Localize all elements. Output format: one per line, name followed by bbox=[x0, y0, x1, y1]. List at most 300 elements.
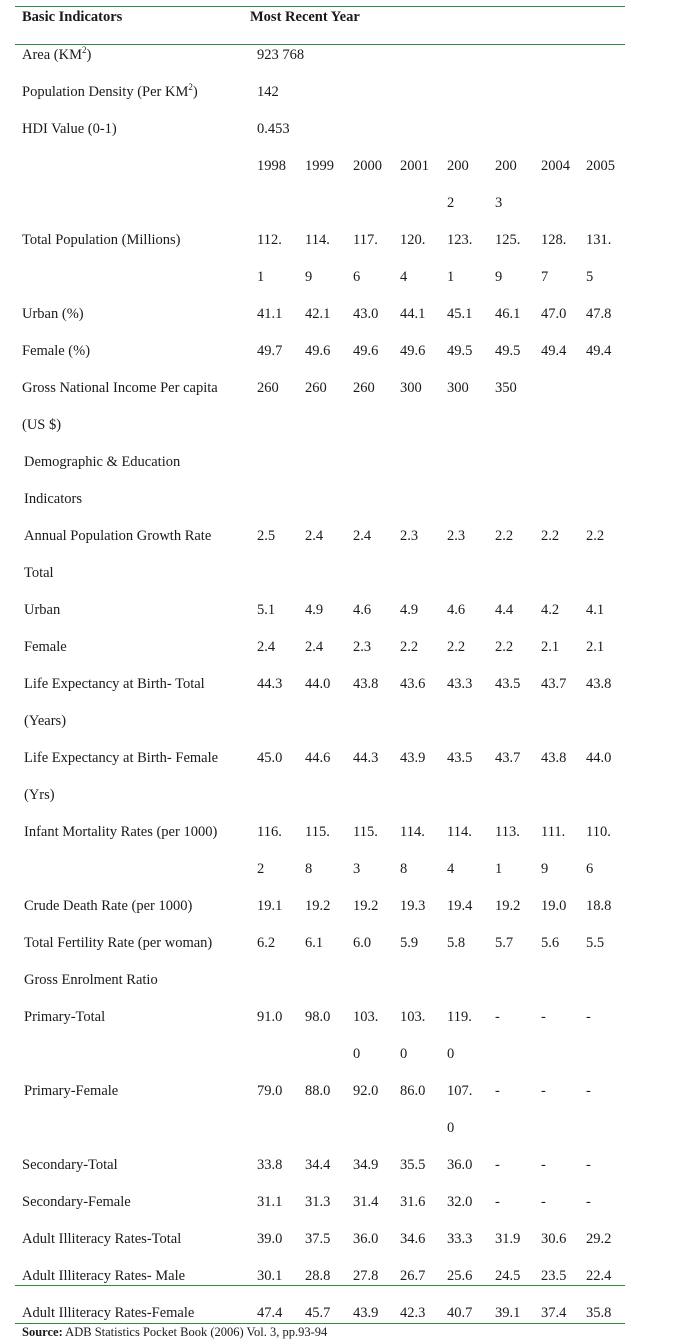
row-label bbox=[15, 444, 250, 518]
cell-line: Secondary-Total bbox=[22, 1157, 118, 1173]
cell-line: Life Expectancy at Birth- Female bbox=[24, 750, 219, 766]
value-cell bbox=[488, 888, 534, 925]
year-cell bbox=[440, 148, 488, 222]
cell-line: 4.6 bbox=[447, 602, 466, 618]
value-cell bbox=[534, 1295, 579, 1332]
cell-line: 33.8 bbox=[257, 1157, 283, 1173]
cell-line: 110. bbox=[586, 824, 611, 840]
value-cell bbox=[488, 740, 534, 814]
cell-line: 31.1 bbox=[257, 1194, 283, 1210]
value-cell bbox=[534, 962, 579, 999]
basic-label bbox=[15, 37, 250, 74]
cell-line: Total bbox=[24, 565, 54, 581]
value-cell bbox=[393, 1221, 440, 1258]
cell-line: 49.4 bbox=[586, 343, 612, 359]
cell-line: 2.2 bbox=[586, 528, 605, 544]
cell-line: 44.0 bbox=[586, 750, 612, 766]
cell-line: (Yrs) bbox=[24, 787, 55, 803]
source-label: Source: bbox=[22, 1325, 63, 1339]
value-cell bbox=[534, 370, 579, 444]
cell-line: 26.7 bbox=[400, 1268, 426, 1284]
cell-line: 1 bbox=[447, 269, 455, 285]
cell-line: 49.6 bbox=[353, 343, 379, 359]
table-row bbox=[15, 296, 625, 333]
cell-line: 33.3 bbox=[447, 1231, 473, 1247]
value-cell bbox=[488, 592, 534, 629]
cell-line: - bbox=[495, 1157, 500, 1173]
value-cell bbox=[440, 999, 488, 1073]
cell-line: 115. bbox=[353, 824, 378, 840]
row-label bbox=[15, 629, 250, 666]
cell-line: 2.2 bbox=[495, 639, 514, 655]
value-cell bbox=[440, 1295, 488, 1332]
value-cell bbox=[579, 888, 625, 925]
cell-line: Crude Death Rate (per 1000) bbox=[24, 898, 193, 914]
cell-line: 2.5 bbox=[257, 528, 276, 544]
cell-line: 42.1 bbox=[305, 306, 331, 322]
cell-line: 45.1 bbox=[447, 306, 473, 322]
year-cell bbox=[298, 148, 346, 222]
basic-row bbox=[15, 111, 625, 148]
cell-line: - bbox=[541, 1194, 546, 1210]
cell-line: 4.9 bbox=[400, 602, 419, 618]
cell-line: Gross Enrolment Ratio bbox=[24, 972, 158, 988]
value-cell bbox=[393, 222, 440, 296]
value-cell bbox=[579, 370, 625, 444]
row-label bbox=[15, 814, 250, 888]
value-cell bbox=[393, 666, 440, 740]
cell-line: Female bbox=[24, 639, 67, 655]
cell-line: 128. bbox=[541, 232, 567, 248]
cell-line: 4 bbox=[400, 269, 408, 285]
cell-line: Infant Mortality Rates (per 1000) bbox=[24, 824, 218, 840]
value-cell bbox=[534, 999, 579, 1073]
value-cell bbox=[250, 814, 298, 888]
cell-line: 42.3 bbox=[400, 1305, 426, 1321]
table-row bbox=[15, 1147, 625, 1184]
row-label bbox=[15, 1073, 250, 1147]
value-cell bbox=[534, 296, 579, 333]
cell-line: 19.4 bbox=[447, 898, 473, 914]
cell-line: 91.0 bbox=[257, 1009, 283, 1025]
cell-line: 6.2 bbox=[257, 935, 276, 951]
basic-label bbox=[15, 111, 250, 148]
table-row bbox=[15, 925, 625, 962]
value-cell bbox=[488, 1184, 534, 1221]
row-label bbox=[15, 592, 250, 629]
row-label bbox=[15, 1147, 250, 1184]
cell-line: 43.7 bbox=[541, 676, 567, 692]
cell-line: 300 bbox=[400, 380, 422, 396]
cell-line: 34.6 bbox=[400, 1231, 426, 1247]
value-cell bbox=[250, 888, 298, 925]
value-cell bbox=[250, 1184, 298, 1221]
value-cell bbox=[346, 1221, 393, 1258]
value-cell bbox=[579, 444, 625, 518]
cell-line: 47.0 bbox=[541, 306, 567, 322]
value-cell bbox=[534, 1147, 579, 1184]
cell-line: 19.3 bbox=[400, 898, 426, 914]
value-cell bbox=[534, 666, 579, 740]
year-cell bbox=[488, 148, 534, 222]
cell-line: 2.1 bbox=[541, 639, 560, 655]
basic-label bbox=[15, 74, 250, 111]
cell-line: 41.1 bbox=[257, 306, 283, 322]
basic-label-end: ) bbox=[192, 84, 198, 100]
value-cell bbox=[579, 1073, 625, 1147]
cell-line: 44.3 bbox=[353, 750, 379, 766]
value-cell bbox=[298, 1073, 346, 1147]
value-cell bbox=[440, 1184, 488, 1221]
value-cell bbox=[250, 1221, 298, 1258]
table-row bbox=[15, 666, 625, 740]
value-cell bbox=[440, 814, 488, 888]
cell-line: - bbox=[541, 1009, 546, 1025]
cell-line: (US $) bbox=[22, 417, 62, 433]
cell-line: 43.0 bbox=[353, 306, 379, 322]
cell-line: - bbox=[586, 1009, 591, 1025]
cell-line: 44.1 bbox=[400, 306, 426, 322]
cell-line: 2001 bbox=[400, 158, 429, 174]
value-cell bbox=[440, 296, 488, 333]
value-cell bbox=[346, 666, 393, 740]
cell-line: 35.5 bbox=[400, 1157, 426, 1173]
value-cell bbox=[534, 629, 579, 666]
cell-line: 43.5 bbox=[447, 750, 473, 766]
value-cell bbox=[579, 592, 625, 629]
year-cell bbox=[250, 148, 298, 222]
basic-label-text: Area (KM bbox=[22, 47, 82, 63]
cell-line: 2.3 bbox=[447, 528, 466, 544]
value-cell bbox=[250, 1258, 298, 1295]
header-indicator: Basic Indicators bbox=[22, 9, 123, 25]
value-cell bbox=[534, 1221, 579, 1258]
value-cell bbox=[346, 370, 393, 444]
cell-line: 300 bbox=[447, 380, 469, 396]
value-cell bbox=[346, 222, 393, 296]
indicators-table bbox=[15, 0, 625, 1332]
cell-line: 9 bbox=[495, 269, 503, 285]
cell-line: 79.0 bbox=[257, 1083, 283, 1099]
value-cell bbox=[440, 222, 488, 296]
cell-line: 5.6 bbox=[541, 935, 560, 951]
table-row bbox=[15, 444, 625, 518]
cell-line: 43.9 bbox=[353, 1305, 379, 1321]
cell-line: 46.1 bbox=[495, 306, 521, 322]
cell-line: 47.8 bbox=[586, 306, 612, 322]
value-cell bbox=[579, 333, 625, 370]
row-label bbox=[15, 296, 250, 333]
cell-line: Total Population (Millions) bbox=[22, 232, 181, 248]
row-label bbox=[15, 740, 250, 814]
value-cell bbox=[579, 1295, 625, 1332]
cell-line: 3 bbox=[353, 861, 361, 877]
value-cell bbox=[298, 370, 346, 444]
basic-label-sup: 2 bbox=[188, 82, 193, 93]
cell-line: 1 bbox=[257, 269, 265, 285]
value-cell bbox=[488, 666, 534, 740]
cell-line: 49.4 bbox=[541, 343, 567, 359]
value-cell bbox=[534, 925, 579, 962]
value-cell bbox=[346, 740, 393, 814]
cell-line: - bbox=[541, 1157, 546, 1173]
value-cell bbox=[346, 333, 393, 370]
cell-line: 6 bbox=[586, 861, 594, 877]
cell-line: - bbox=[586, 1157, 591, 1173]
cell-line: Life Expectancy at Birth- Total bbox=[24, 676, 205, 692]
cell-line: - bbox=[541, 1083, 546, 1099]
cell-line: Demographic & Education bbox=[24, 454, 181, 470]
cell-line: 131. bbox=[586, 232, 612, 248]
cell-line: 113. bbox=[495, 824, 520, 840]
value-cell bbox=[440, 740, 488, 814]
cell-line: 5.8 bbox=[447, 935, 466, 951]
year-cell bbox=[393, 148, 440, 222]
row-label bbox=[15, 333, 250, 370]
cell-line: 29.2 bbox=[586, 1231, 612, 1247]
row-label bbox=[15, 1221, 250, 1258]
cell-line: 2 bbox=[257, 861, 265, 877]
value-cell bbox=[393, 1073, 440, 1147]
value-cell bbox=[534, 518, 579, 592]
cell-line: 2.3 bbox=[400, 528, 419, 544]
value-cell bbox=[298, 1258, 346, 1295]
cell-line: 114. bbox=[400, 824, 425, 840]
cell-line: 44.3 bbox=[257, 676, 283, 692]
value-cell bbox=[393, 1147, 440, 1184]
cell-line: Adult Illiteracy Rates-Female bbox=[22, 1305, 195, 1321]
basic-label-sup: 2 bbox=[82, 45, 87, 56]
value-cell bbox=[346, 1258, 393, 1295]
cell-line: 0 bbox=[447, 1120, 455, 1136]
cell-line: 43.8 bbox=[541, 750, 567, 766]
value-cell bbox=[579, 999, 625, 1073]
cell-line: 2.2 bbox=[541, 528, 560, 544]
cell-line: 43.8 bbox=[586, 676, 612, 692]
value-cell bbox=[488, 370, 534, 444]
value-cell bbox=[440, 1258, 488, 1295]
cell-line: 0 bbox=[447, 1046, 455, 1062]
cell-line: 4 bbox=[447, 861, 455, 877]
value-cell bbox=[298, 999, 346, 1073]
cell-line: 2.4 bbox=[353, 528, 372, 544]
cell-line: 5.1 bbox=[257, 602, 276, 618]
cell-line: 39.0 bbox=[257, 1231, 283, 1247]
value-cell bbox=[534, 888, 579, 925]
table-row bbox=[15, 629, 625, 666]
value-cell bbox=[250, 962, 298, 999]
cell-line: 31.6 bbox=[400, 1194, 426, 1210]
cell-line: - bbox=[495, 1194, 500, 1210]
value-cell bbox=[393, 592, 440, 629]
cell-line: Urban (%) bbox=[22, 306, 84, 322]
cell-line: Primary-Female bbox=[24, 1083, 119, 1099]
cell-line: 45.0 bbox=[257, 750, 283, 766]
value-cell bbox=[579, 296, 625, 333]
row-label bbox=[15, 962, 250, 999]
value-cell bbox=[393, 740, 440, 814]
value-cell bbox=[393, 925, 440, 962]
table-row bbox=[15, 1073, 625, 1147]
value-cell bbox=[298, 296, 346, 333]
value-cell bbox=[250, 666, 298, 740]
cell-line: 49.6 bbox=[400, 343, 426, 359]
value-cell bbox=[440, 962, 488, 999]
value-cell bbox=[393, 999, 440, 1073]
cell-line: Urban bbox=[24, 602, 61, 618]
value-cell bbox=[250, 444, 298, 518]
table-row bbox=[15, 1184, 625, 1221]
value-cell bbox=[579, 518, 625, 592]
year-cell bbox=[534, 148, 579, 222]
cell-line: 23.5 bbox=[541, 1268, 567, 1284]
value-cell bbox=[250, 740, 298, 814]
row-label bbox=[15, 518, 250, 592]
cell-line: 4.6 bbox=[353, 602, 372, 618]
value-cell bbox=[534, 740, 579, 814]
value-cell bbox=[346, 999, 393, 1073]
value-cell bbox=[298, 1184, 346, 1221]
value-cell bbox=[579, 925, 625, 962]
value-cell bbox=[488, 1221, 534, 1258]
cell-line: 2.2 bbox=[495, 528, 514, 544]
value-cell bbox=[393, 1184, 440, 1221]
value-cell bbox=[250, 592, 298, 629]
table-row bbox=[15, 814, 625, 888]
table-row bbox=[15, 222, 625, 296]
basic-label-end: ) bbox=[86, 47, 92, 63]
table-row bbox=[15, 1221, 625, 1258]
cell-line: 116. bbox=[257, 824, 282, 840]
value-cell bbox=[393, 1295, 440, 1332]
value-cell bbox=[346, 814, 393, 888]
cell-line: 115. bbox=[305, 824, 330, 840]
row-label bbox=[15, 666, 250, 740]
value-cell bbox=[579, 666, 625, 740]
value-cell bbox=[440, 1073, 488, 1147]
cell-line: 39.1 bbox=[495, 1305, 521, 1321]
cell-line: 19.0 bbox=[541, 898, 567, 914]
cell-line: 19.2 bbox=[495, 898, 521, 914]
value-cell bbox=[298, 666, 346, 740]
cell-line: 2.2 bbox=[447, 639, 466, 655]
value-cell bbox=[534, 1073, 579, 1147]
cell-line: 30.6 bbox=[541, 1231, 567, 1247]
table-row bbox=[15, 333, 625, 370]
cell-line: 40.7 bbox=[447, 1305, 473, 1321]
value-cell bbox=[534, 444, 579, 518]
cell-line: - bbox=[586, 1194, 591, 1210]
value-cell bbox=[298, 888, 346, 925]
cell-line: 260 bbox=[257, 380, 279, 396]
cell-line: 1998 bbox=[257, 158, 286, 174]
cell-line: 86.0 bbox=[400, 1083, 426, 1099]
cell-line: 43.9 bbox=[400, 750, 426, 766]
value-cell bbox=[488, 814, 534, 888]
cell-line: 43.5 bbox=[495, 676, 521, 692]
value-cell bbox=[440, 1221, 488, 1258]
cell-line: 2.2 bbox=[400, 639, 419, 655]
cell-line: 5.5 bbox=[586, 935, 605, 951]
cell-line: Indicators bbox=[24, 491, 82, 507]
cell-line: 0 bbox=[353, 1046, 361, 1062]
value-cell bbox=[393, 518, 440, 592]
cell-line: 4.2 bbox=[541, 602, 560, 618]
cell-line: 1 bbox=[495, 861, 503, 877]
value-cell bbox=[579, 629, 625, 666]
cell-line: 9 bbox=[305, 269, 313, 285]
cell-line: 19.2 bbox=[305, 898, 331, 914]
years-label bbox=[15, 148, 250, 222]
basic-row bbox=[15, 37, 625, 74]
value-cell bbox=[488, 962, 534, 999]
cell-line: 350 bbox=[495, 380, 517, 396]
value-cell bbox=[534, 1258, 579, 1295]
cell-line: 114. bbox=[305, 232, 330, 248]
cell-line: 34.4 bbox=[305, 1157, 331, 1173]
basic-label-text: Population Density (Per KM bbox=[22, 84, 189, 100]
cell-line: 45.7 bbox=[305, 1305, 331, 1321]
cell-line: 2.4 bbox=[257, 639, 276, 655]
cell-line: 19.2 bbox=[353, 898, 379, 914]
value-cell bbox=[534, 814, 579, 888]
value-cell bbox=[488, 296, 534, 333]
value-cell bbox=[298, 740, 346, 814]
cell-line: 31.9 bbox=[495, 1231, 521, 1247]
cell-line: 49.6 bbox=[305, 343, 331, 359]
table-row bbox=[15, 962, 625, 999]
value-cell bbox=[393, 888, 440, 925]
cell-line: 200 bbox=[495, 158, 517, 174]
cell-line: 125. bbox=[495, 232, 521, 248]
cell-line: - bbox=[586, 1083, 591, 1099]
cell-line: 103. bbox=[353, 1009, 379, 1025]
cell-line: 19.1 bbox=[257, 898, 283, 914]
header-year: Most Recent Year bbox=[250, 9, 360, 25]
cell-line: 117. bbox=[353, 232, 378, 248]
cell-line: 49.5 bbox=[447, 343, 473, 359]
cell-line: 6.1 bbox=[305, 935, 324, 951]
value-cell bbox=[250, 925, 298, 962]
cell-line: Female (%) bbox=[22, 343, 91, 359]
value-cell bbox=[250, 1073, 298, 1147]
cell-line: 36.0 bbox=[353, 1231, 379, 1247]
years-row bbox=[15, 148, 625, 222]
table-row bbox=[15, 518, 625, 592]
value-cell bbox=[488, 1073, 534, 1147]
cell-line: 114. bbox=[447, 824, 472, 840]
cell-line: 4.1 bbox=[586, 602, 605, 618]
cell-line: 43.6 bbox=[400, 676, 426, 692]
value-cell bbox=[298, 592, 346, 629]
value-cell bbox=[298, 1221, 346, 1258]
basic-value: 142 bbox=[257, 84, 279, 100]
source-text: ADB Statistics Pocket Book (2006) Vol. 3, pp.93-94 bbox=[62, 1325, 328, 1339]
value-cell bbox=[534, 222, 579, 296]
value-cell bbox=[298, 962, 346, 999]
cell-line: 43.7 bbox=[495, 750, 521, 766]
value-cell bbox=[488, 925, 534, 962]
cell-line: 88.0 bbox=[305, 1083, 331, 1099]
basic-value: 0.453 bbox=[257, 121, 290, 137]
cell-line: 4.9 bbox=[305, 602, 324, 618]
header-row bbox=[15, 0, 625, 37]
cell-line: 2.4 bbox=[305, 639, 324, 655]
value-cell bbox=[440, 592, 488, 629]
year-cell bbox=[346, 148, 393, 222]
value-cell bbox=[250, 518, 298, 592]
value-cell bbox=[440, 444, 488, 518]
